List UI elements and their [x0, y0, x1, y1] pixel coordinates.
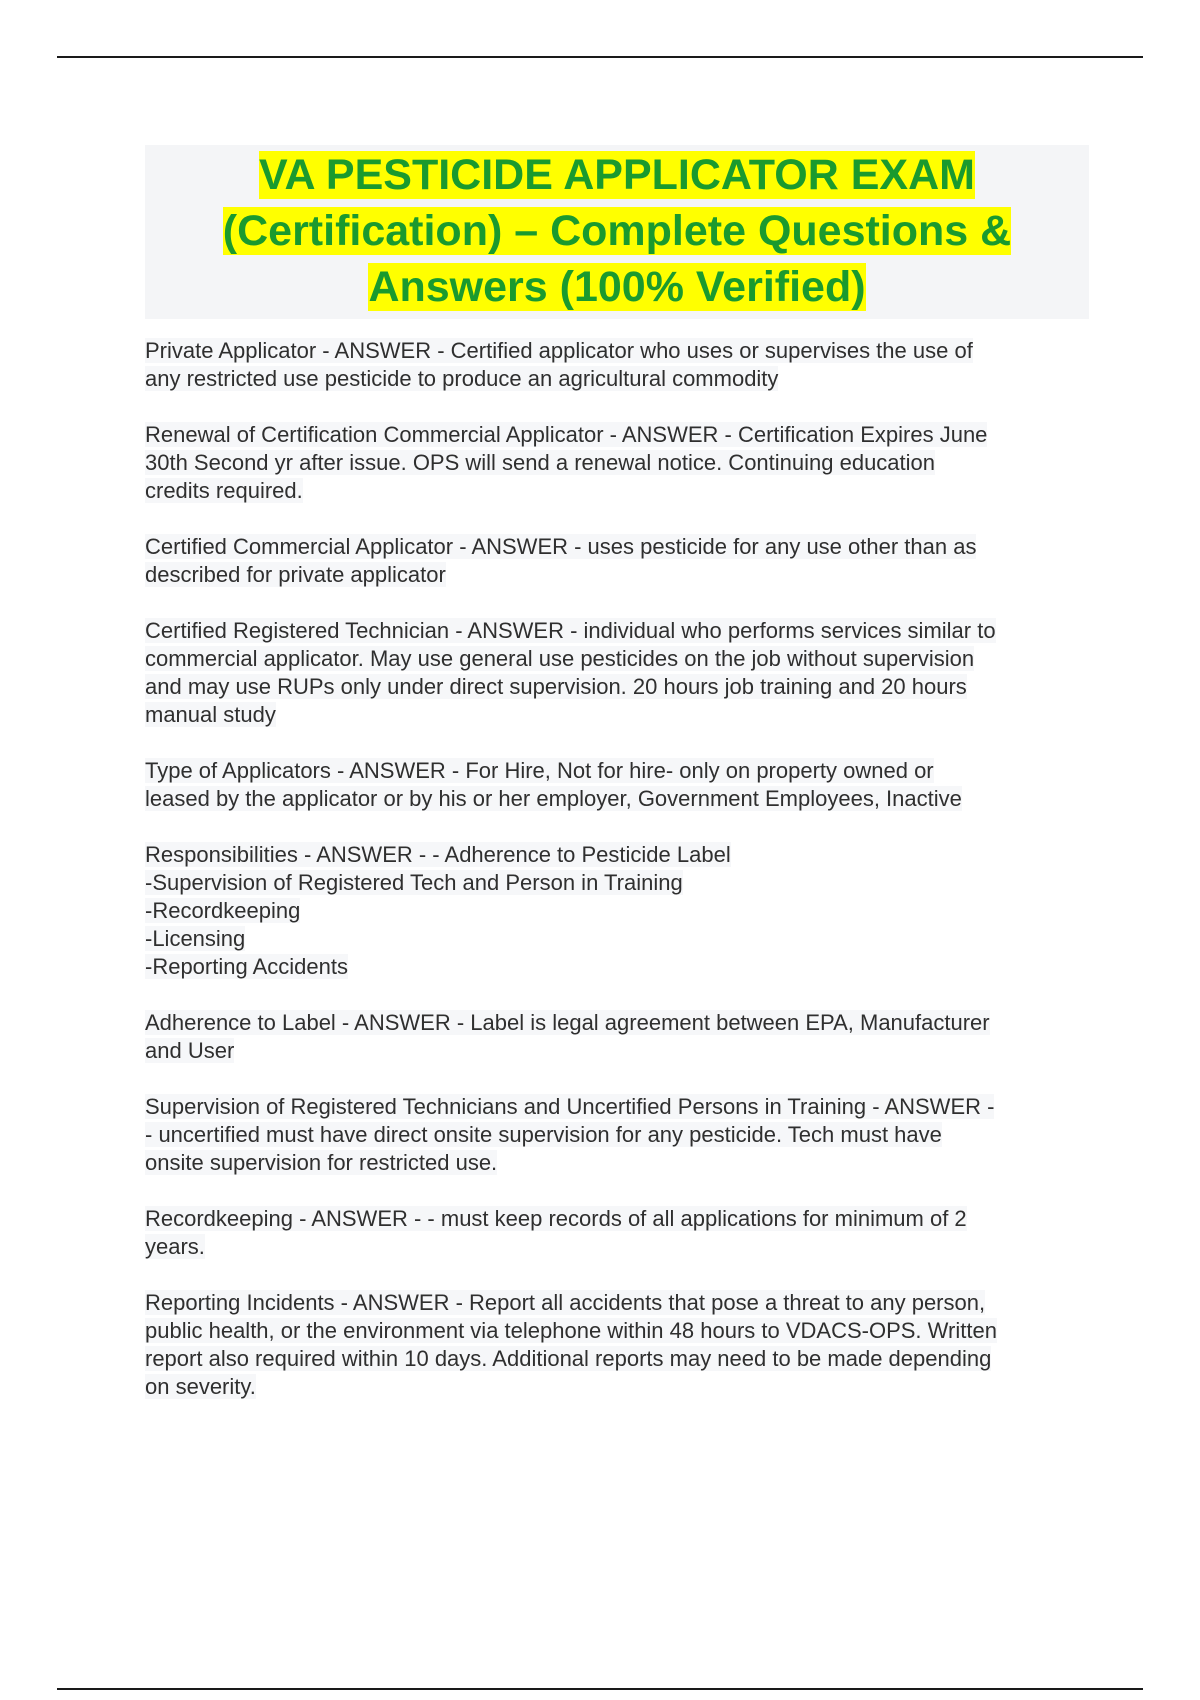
qa-entry-text: -Licensing: [145, 926, 246, 951]
title-line-2: (Certification) – Complete Questions &: [222, 207, 1012, 255]
qa-entry-text: commercial applicator. May use general use pesticides on the job without supervision: [145, 646, 975, 671]
qa-entry-line: [145, 1093, 1089, 1121]
qa-entry-text: Supervision of Registered Technicians and Uncertified Persons in Training - ANSWER -: [145, 1094, 995, 1119]
qa-entry-line: [145, 561, 1089, 589]
qa-entry: [145, 533, 1089, 589]
qa-entry-line: [145, 953, 1089, 981]
qa-entry-line: [145, 1289, 1089, 1317]
qa-entry: [145, 1093, 1089, 1177]
qa-entry-text: 30th Second yr after issue. OPS will send a renewal notice. Continuing education: [145, 450, 936, 475]
qa-entry-line: [145, 617, 1089, 645]
qa-entry-line: [145, 645, 1089, 673]
qa-entry: [145, 617, 1089, 729]
qa-entry-text: -Supervision of Registered Tech and Person in Training: [145, 870, 683, 895]
title-line-1: VA PESTICIDE APPLICATOR EXAM: [259, 151, 975, 199]
qa-entry-text: years.: [145, 1234, 205, 1259]
title-line-3: Answers (100% Verified): [368, 263, 866, 311]
qa-entry-line: [145, 757, 1089, 785]
qa-entry-line: [145, 1205, 1089, 1233]
qa-entry-line: [145, 841, 1089, 869]
qa-entry-line: [145, 449, 1089, 477]
qa-entry-text: Reporting Incidents - ANSWER - Report all accidents that pose a threat to any person,: [145, 1290, 986, 1315]
qa-entry-line: [145, 365, 1089, 393]
qa-entry-text: -Recordkeeping: [145, 898, 301, 923]
qa-entry-text: and may use RUPs only under direct supervision. 20 hours job training and 20 hours: [145, 674, 967, 699]
qa-entry-line: [145, 1233, 1089, 1261]
qa-entry-text: report also required within 10 days. Additional reports may need to be made depending: [145, 1346, 992, 1371]
qa-entry-line: [145, 897, 1089, 925]
qa-entry-line: [145, 1345, 1089, 1373]
qa-entry: [145, 841, 1089, 981]
qa-entry-text: manual study: [145, 702, 276, 727]
qa-entry-line: [145, 421, 1089, 449]
qa-entry-line: [145, 869, 1089, 897]
qa-entry: [145, 1205, 1089, 1261]
qa-entry-text: -Reporting Accidents: [145, 954, 348, 979]
qa-entry: [145, 421, 1089, 505]
qa-entry-text: Responsibilities - ANSWER - - Adherence to Pesticide Label: [145, 842, 731, 867]
qa-entry-text: Renewal of Certification Commercial Applicator - ANSWER - Certification Expires June: [145, 422, 988, 447]
qa-entry-text: credits required.: [145, 478, 303, 503]
document-title: [145, 147, 1089, 315]
title-box: [145, 145, 1089, 319]
qa-entry: [145, 757, 1089, 813]
qa-entry-text: onsite supervision for restricted use.: [145, 1150, 498, 1175]
qa-entry-text: any restricted use pesticide to produce an agricultural commodity: [145, 366, 779, 391]
qa-entry-line: [145, 533, 1089, 561]
qa-entry-text: Adherence to Label - ANSWER - Label is legal agreement between EPA, Manufacturer: [145, 1010, 990, 1035]
bottom-rule: [57, 1688, 1143, 1690]
qa-entry: [145, 1289, 1089, 1401]
qa-entry: [145, 337, 1089, 393]
qa-entry-text: Recordkeeping - ANSWER - - must keep records of all applications for minimum of 2: [145, 1206, 967, 1231]
qa-entry-text: Private Applicator - ANSWER - Certified applicator who uses or supervises the use of: [145, 338, 973, 363]
qa-entry-text: Certified Commercial Applicator - ANSWER - uses pesticide for any use other than as: [145, 534, 977, 559]
qa-entry-line: [145, 673, 1089, 701]
qa-entry-text: described for private applicator: [145, 562, 446, 587]
qa-entry-line: [145, 337, 1089, 365]
qa-entry-line: [145, 925, 1089, 953]
qa-entry-line: [145, 1317, 1089, 1345]
qa-entry-text: leased by the applicator or by his or her employer, Government Employees, Inactive: [145, 786, 962, 811]
qa-entry-text: Type of Applicators - ANSWER - For Hire, Not for hire- only on property owned or: [145, 758, 934, 783]
qa-entry-line: [145, 1373, 1089, 1401]
qa-entry-line: [145, 477, 1089, 505]
qa-entry-text: and User: [145, 1038, 235, 1063]
qa-entry-text: on severity.: [145, 1374, 256, 1399]
qa-entry-line: [145, 1009, 1089, 1037]
qa-entry-text: public health, or the environment via telephone within 48 hours to VDACS-OPS. Written: [145, 1318, 997, 1343]
qa-entry: [145, 1009, 1089, 1065]
qa-entry-line: [145, 1121, 1089, 1149]
qa-list: [145, 337, 1089, 1429]
top-rule: [57, 56, 1143, 58]
qa-entry-text: - uncertified must have direct onsite supervision for any pesticide. Tech must have: [145, 1122, 942, 1147]
qa-entry-line: [145, 785, 1089, 813]
qa-entry-line: [145, 701, 1089, 729]
qa-entry-text: Certified Registered Technician - ANSWER - individual who performs services similar to: [145, 618, 996, 643]
qa-entry-line: [145, 1037, 1089, 1065]
qa-entry-line: [145, 1149, 1089, 1177]
